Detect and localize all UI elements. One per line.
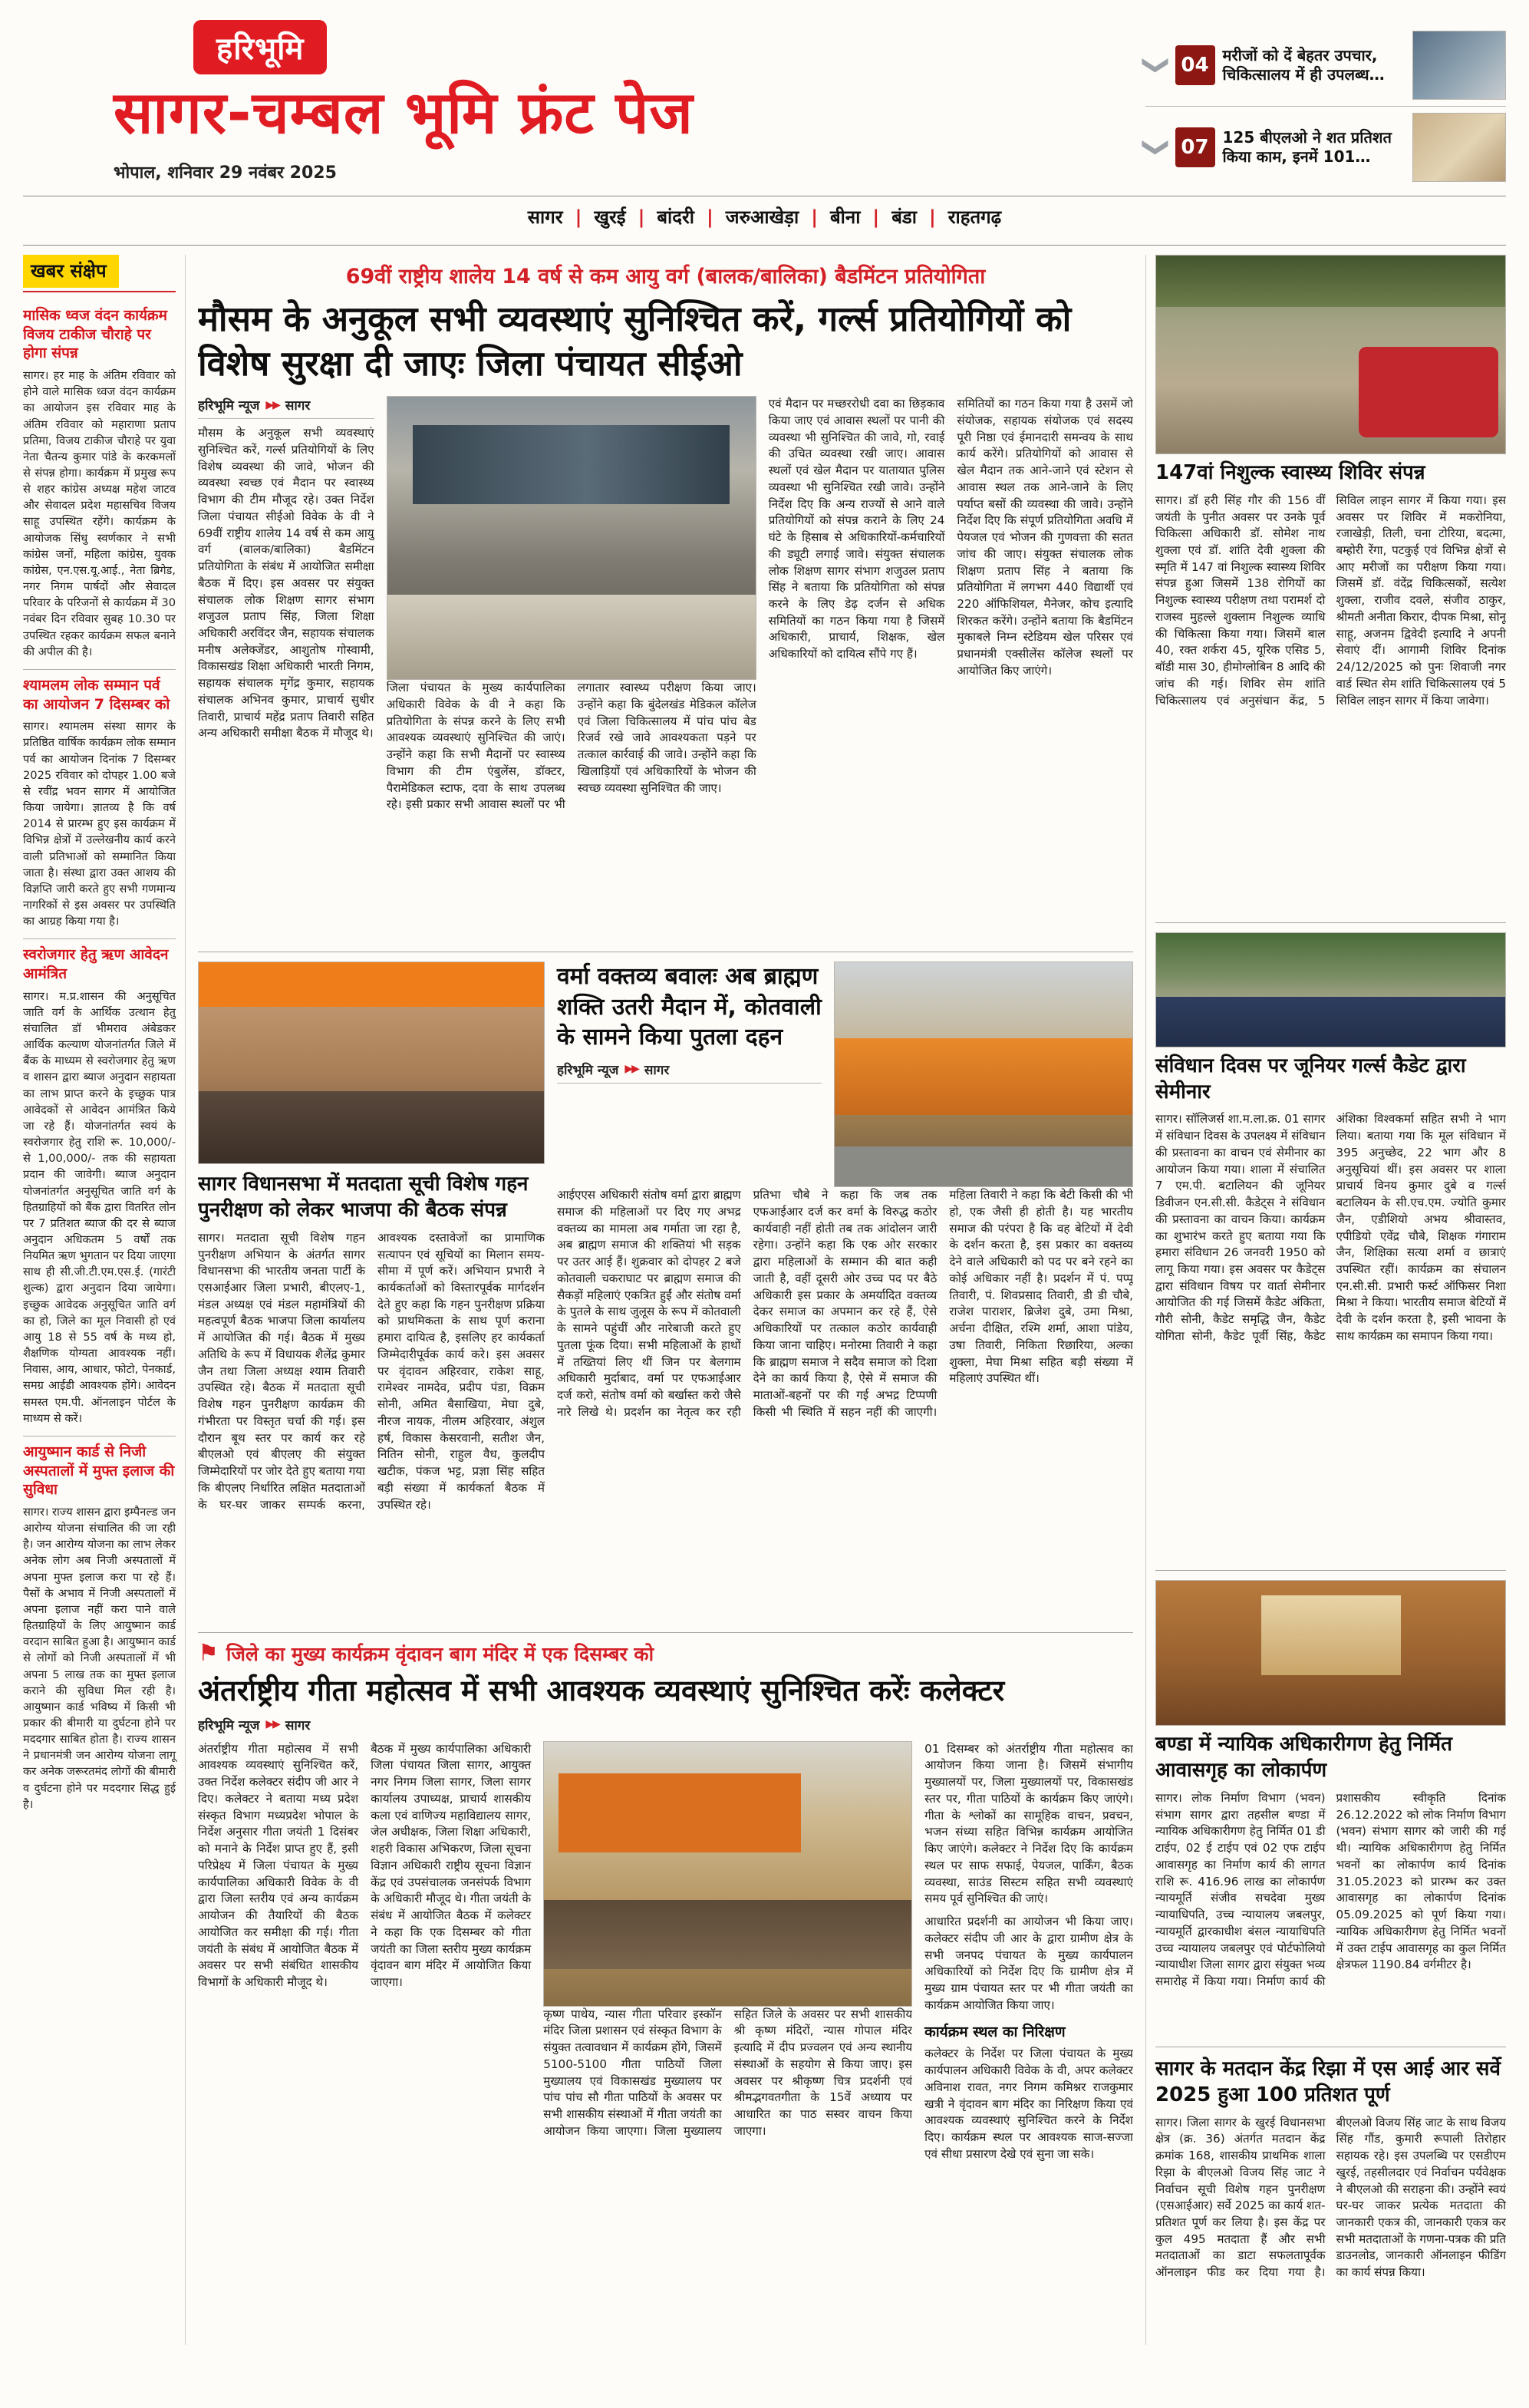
- byline-location: सागर: [285, 398, 311, 414]
- byline-brand: हरिभूमि न्यूज: [198, 1717, 260, 1733]
- sir-survey-story: [1155, 2057, 1506, 2345]
- masthead-rule-bottom: [23, 245, 1506, 246]
- lead-column-4: [769, 396, 945, 942]
- briefs-section-title: खबर संक्षेप: [23, 255, 119, 288]
- rail-headline: बण्डा में न्यायिक अधिकारीगण हेतु निर्मित आवासगृह का लोकार्पण: [1155, 1733, 1452, 1783]
- rail-body: सागर। सॉलिजर्स शा.म.ला.क्र. 01 सागर में संविधान दिवस के उपलक्ष्य में संविधान की प्रस्तावना का वाचन एवं सेमीनार का आयोजन किया गया। शाला में संचालित 7 एम.पी. बटालियन की जूनियर डिवीजन एन.सी.सी. कैडेट्स ने संविधान की प्रस्तावना का वाचन किया। कार्यक्रम का शुभारंभ करते हुए बताया गया कि हमारा संविधान 26 जनवरी 1950 को लागू किया गया। इस अवसर पर कैडेट्स द्वारा संविधान विषय पर वार्ता सेमीनार आयोजित की गई जिसमें कैडेट अंकिता, गौरी सोनी, कैडेट समृद्धि जैन, कैडेट योगिता सोनी, कैडेट पूर्वी सिंह, कैडेट अंशिका विश्वकर्मा सहित सभी ने भाग लिया। बताया गया कि मूल संविधान में 395 अनुच्छेद, 22 भाग और 8 अनुसूचियां थीं। इस अवसर पर शाला प्राचार्य विनय कुमार दुबे व गर्ल्स बटालियन के सी.एच.एम. ज्योति कुमार जैन, एडीशियो अभय श्रीवास्तव, एपीडियो एवेंद्र चौबे, शिक्षक गंगाराम जैन, शिक्षिका सत्या शर्मा व छात्राएं उपस्थित रहीं। कार्यक्रम का संचालन एन.सी.सी. प्रभारी फर्स्ट ऑफिसर निशा मिश्रा ने किया। भारतीय समाज बेटियों में देवी के दर्शन करता है, इसी भावना के साथ कार्यक्रम का समापन किया गया।: [1155, 1112, 1506, 1343]
- geeta-body-text: 01 दिसम्बर को अंतर्राष्ट्रीय गीता महोत्सव का आयोजन किया जाना है। जिसमें संभागीय मुख्यालयों पर, जिला मुख्यालयों पर, विकासखंड स्तर पर, गीता पाठियों के कार्यक्रम किए जाएंगे। गीता के श्लोकों का सामूहिक वाचन, प्रवचन, भजन संध्या सहित विभिन्न कार्यक्रम आयोजित किए जाएंगे। कलेक्टर ने निर्देश दिए कि कार्यक्रम स्थल पर साफ सफाई, पेयजल, पार्किंग, बैठक व्यवस्था, साउंड सिस्टम सहित सभी व्यवस्थाएं समय पूर्व सुनिश्चित की जाएं।: [924, 1741, 1133, 1906]
- lead-body-text: मौसम के अनुकूल सभी व्यवस्थाएं सुनिश्चित करें, गर्ल्स प्रतियोगियों के लिए विशेष व्यवस्था की जावे, भोजन की व्यवस्था स्वच्छ एवं मैदान पर स्वास्थ्य विभाग की टीम मौजूद रहे। उक्त निर्देश जिला पंचायत सीईओ विवेक के वी ने 69वीं राष्ट्रीय शालेय 14 वर्ष से कम आयु वर्ग (बालक/बालिका) बैडमिंटन प्रतियोगिता के संबंध में आयोजित समीक्षा बैठक में दिए। इस अवसर पर संयुक्त संचालक लोक शिक्षण सागर संभाग शजुउल प्रताप सिंह, जिला शिक्षा अधिकारी अरविंदर जैन, सहायक संचालक मनीष अलेक्जेंडर, आशुतोष गोस्वामी, विकासखंड शिक्षा अधिकारी भारती निगम, सहायक संचालक मृगेंद्र कुमार, सहायक संचालक अभिनव कुमार, प्राचार्य सुधीर तिवारी, प्राचार्य महेंद्र प्रताप तिवारी सहित अन्य अधिकारी समीक्षा बैठक में मौजूद थे।: [198, 426, 374, 741]
- masthead-top: [23, 20, 1506, 188]
- lead-headline: मौसम के अनुकूल सभी व्यवस्थाएं सुनिश्चित करें, गर्ल्स प्रतियोगियों को विशेष सुरक्षा दी जाएः जिला पंचायत सीईओ: [198, 299, 1072, 384]
- lead-kicker: 69वीं राष्ट्रीय शालेय 14 वर्ष से कम आयु वर्ग (बालक/बालिका) बैडमिंटन प्रतियोगिता: [345, 265, 986, 289]
- brief-headline: स्वरोजगार हेतु ऋण आवेदन आमंत्रित: [23, 946, 169, 982]
- byline: [198, 1716, 1133, 1738]
- main-column: [198, 255, 1133, 2345]
- rail-headline: सागर के मतदान केंद्र रिझा में एस आई आर सर्वे 2025 हुआ 100 प्रतिशत पूर्ण: [1155, 2057, 1501, 2106]
- middle-band: [198, 952, 1133, 1623]
- teaser-page-number: 07: [1175, 127, 1215, 167]
- lead-column-middle: [387, 396, 756, 942]
- teaser-item[interactable]: [1141, 106, 1506, 188]
- rail-headline: संविधान दिवस पर जूनियर गर्ल्स कैडेट द्वारा सेमीनार: [1155, 1054, 1466, 1103]
- verma-header: [557, 962, 1133, 1187]
- health-camp-photo: [1155, 255, 1506, 454]
- geeta-story: [198, 1632, 1133, 2291]
- teaser-headline: 125 बीएलओ ने शत प्रतिशत किया काम, इनमें 101…: [1222, 128, 1392, 166]
- right-rail: [1145, 255, 1506, 2345]
- lead-body-text: जिला पंचायत के मुख्य कार्यपालिका अधिकारी विवेक के वी ने कहा कि प्रतियोगिता के संपन्न करने के लिए सभी आवश्यक व्यवस्थाएं सुनिश्चित की जाएं। उन्होंने कहा कि सभी मैदानों पर स्वास्थ्य विभाग की टीम एंबुलेंस, डॉक्टर, पैरामेडिकल स्टाफ, दवा के साथ उपलब्ध रहे। इसी प्रकार सभी आवास स्थलों पर भी लगातार स्वास्थ्य परीक्षण किया जाए। उन्होंने कहा कि बुंदेलखंड मेडिकल कॉलेज एवं जिला चिकित्सालय में पांच पांच बेड रिजर्व रखे जावे आवश्यकता पड़ने पर तत्काल कार्रवाई की जावे। उन्होंने कहा कि खिलाड़ियों एवं अधिकारियों के भोजन की स्वच्छ व्यवस्था सुनिश्चित की जाए।: [386, 681, 756, 812]
- teaser-photo: [1412, 113, 1506, 182]
- verma-headline: वर्मा वक्तव्य बवालः अब ब्राह्मण शक्ति उतरी मैदान में, कोतवाली के सामने किया पुतला दहन: [557, 963, 822, 1051]
- nav-item-bandri[interactable]: | बांदरी: [626, 204, 694, 229]
- geeta-body: [198, 1741, 1133, 2291]
- byline: [198, 396, 374, 419]
- story-separator: [1155, 922, 1506, 923]
- health-camp-story: [1155, 255, 1506, 913]
- masthead: [23, 20, 1506, 246]
- briefs-rail: [23, 255, 186, 2345]
- bjp-headline: सागर विधानसभा में मतदाता सूची विशेष गहन पुनरीक्षण को लेकर भाजपा की बैठक संपन्न: [198, 1173, 529, 1222]
- geeta-column-5: [924, 1741, 1133, 2291]
- brief-item: [23, 300, 176, 669]
- geeta-subhead: कार्यक्रम स्थल का निरिक्षण: [924, 2024, 1066, 2041]
- rail-body: सागर। जिला सागर के खुरई विधानसभा क्षेत्र (क्र. 36) अंतर्गत मतदान केंद्र क्रमांक 168, शासकीय प्राथमिक शाला रिझा के बीएलओ विजय सिंह जाट ने निर्वाचन सूची विशेष गहन पुनरीक्षण (एसआईआर) सर्वे 2025 का कार्य शत-प्रतिशत पूर्ण कर लिया है। इस केंद्र पर कुल 495 मतदाता हैं और सभी मतदाताओं का डाटा सफलतापूर्वक ऑनलाइन फीड कर दिया गया है। बीएलओ विजय सिंह जाट के साथ विजय सिंह गौंड, कुमारी रूपाली तिरोहार सहायक रहे। इस उपलब्धि पर एसडीएम खुरई, तहसीलदार एवं निर्वाचन पर्यवेक्षक ने बीएलओ की सराहना की। उन्होंने स्वयं घर-घर जाकर प्रत्येक मतदाता की जानकारी एकत्र की, जानकारी एकत्र कर सभी मतदाताओं के गणना-पत्रक की प्रति डाउनलोड, जानकारी ऑनलाइन फीडिंग का कार्य संपन्न किया।: [1155, 2115, 1506, 2280]
- bjp-meeting-photo: [198, 962, 545, 1164]
- geeta-body-text: बैठक में मुख्य कार्यपालिका अधिकारी जिला पंचायत जिला सागर, आयुक्त नगर निगम जिला सागर, जिला सागर कार्यालय उपाध्यक्ष, प्राचार्य शासकीय कला एवं वाणिज्य महाविद्यालय सागर, जेल अधीक्षक, जिला शिक्षा अधिकारी, शहरी विकास अभिकरण, जिला सूचना विज्ञान अधिकारी राष्ट्रीय सूचना विज्ञान केंद्र एवं उपसंचालक जनसंपर्क विभाग के अधिकारी मौजूद थे। गीता जयंती के संबंध में आयोजित बैठक में कलेक्टर ने कहा कि एक दिसम्बर को गीता जयंती का जिला स्तरीय मुख्य कार्यक्रम वृंदावन बाग मंदिर में आयोजित किया जाएगा।: [371, 1741, 532, 1989]
- lead-body: [198, 396, 1133, 942]
- brief-headline: मासिक ध्वज वंदन कार्यक्रम विजय टाकीज चौराहे पर होगा संपन्न: [23, 307, 167, 362]
- geeta-inspection-photo: [543, 1741, 912, 2007]
- nav-item-sagar[interactable]: सागर: [527, 206, 563, 228]
- geeta-column-2: [371, 1741, 531, 2291]
- banda-inauguration-story: [1155, 1580, 1506, 2037]
- cadets-photo: [1155, 932, 1506, 1047]
- rail-headline: 147वां निशुल्क स्वास्थ्य शिविर संपन्न: [1155, 461, 1425, 484]
- brief-item: [23, 1436, 176, 1822]
- brief-item: [23, 669, 176, 938]
- brief-body: सागर। हर माह के अंतिम रविवार को होने वाले मासिक ध्वज वंदन कार्यक्रम का आयोजन इस रविवार माह के अंतिम रविवार को महाराणा प्रताप प्रतिमा, विजय टाकीज चौराहे पर युवा नेता चैतन्य कुमार पांडे के करकमलों से संपन्न होगा। कार्यक्रम में प्रमुख रूप से शहर कांग्रेस अध्यक्ष महेश जाटव और सेवादल प्रदेश महासचिव विजय साहू उपस्थित रहेंगे। कार्यक्रम के आयोजक सिंधु स्वर्णकार ने सभी कांग्रेस जनों, महिला कांग्रेस, युवक कांग्रेस, एन.एस.यू.आई., नेता ब्रिगेड, नगर निगम पार्षदों और सेवादल परिवार के परिजनों से कार्यक्रम में 30 नवंबर दिन रविवार सुबह 10.30 पर उपस्थित रहकर कार्यक्रम सफल बनाने की अपील की है।: [23, 369, 176, 658]
- nav-item-khurai[interactable]: | खुरई: [563, 204, 626, 229]
- byline-arrow-icon: ▶▶: [265, 1718, 279, 1731]
- dateline: भोपाल, शनिवार 29 नवंबर 2025: [114, 163, 337, 183]
- bjp-meeting-story: [198, 962, 545, 1623]
- geeta-kicker: [198, 1641, 1133, 1667]
- nav-item-jaruakheda[interactable]: | जरुआखेड़ा: [694, 204, 799, 229]
- story-separator: [1155, 1570, 1506, 1571]
- byline-brand: हरिभूमि न्यूज: [557, 1062, 619, 1078]
- page-teasers: [1141, 20, 1506, 188]
- byline-location: सागर: [644, 1062, 670, 1078]
- verma-protest-story: [557, 962, 1133, 1623]
- byline: [557, 1061, 822, 1084]
- inauguration-photo: [1155, 1580, 1506, 1726]
- geeta-body-text: कृष्ण पाथेय, न्यास गीता परिवार इस्कॉन मंदिर जिला प्रशासन एवं संस्कृत विभाग के संयुक्त तत्वावधान में कार्यक्रम होंगे, जिसमें 5100-5100 गीता पाठियों जिला मुख्यालय एवं विकासखंड मुख्यालय पर पांच पांच सौ गीता पाठियों के अवसर पर सभी शासकीय संस्थाओं में गीता जयंती का आयोजन किया जाएगा। जिला मुख्यालय सहित जिले के अवसर पर सभी शासकीय श्री कृष्ण मंदिरों, न्यास गोपाल मंदिर इत्यादि में दीप प्रज्वलन एवं अन्य स्थानीय संस्थाओं के सहयोग से किया जाए। इस अवसर पर श्रीकृष्ण चित्र प्रदर्शनी एवं श्रीमद्भगवतगीता के 15वें अध्याय पर आधारित का पाठ सस्वर वाचन किया जाएगा।: [543, 2007, 913, 2138]
- protest-photo: [834, 962, 1133, 1187]
- brief-headline: श्यामलम लोक सम्मान पर्व का आयोजन 7 दिसम्बर को: [23, 676, 170, 713]
- bjp-body: सागर। मतदाता सूची विशेष गहन पुनरीक्षण अभियान के अंतर्गत सागर विधानसभा की भारतीय जनता पार्टी के एसआईआर जिला प्रभारी, बीएलए-1, मंडल अध्यक्ष एवं मंडल महामंत्रियों की महत्वपूर्ण बैठक भाजपा जिला कार्यालय में आयोजित की गई। बैठक में मुख्य अतिथि के रूप में विधायक शैलेंद्र कुमार जैन तथा जिला अध्यक्ष श्याम तिवारी उपस्थित रहे। बैठक में मतदाता सूची विशेष गहन पुनरीक्षण कार्यक्रम की गंभीरता पर विस्तृत चर्चा की गई। इस दौरान बूथ स्तर पर कार्य कर रहे बीएलओ एवं बीएलए की संयुक्त जिम्मेदारियों पर जोर देते हुए बताया गया कि बीएलए निर्धारित लक्षित मतदाताओं के घर-घर जाकर सम्पर्क करना, आवश्यक दस्तावेजों का प्रामाणिक सत्यापन एवं सूचियों का मिलान समय-सीमा में पूर्ण करें। अभियान प्रभारी ने कार्यकर्ताओं को विस्तारपूर्वक मार्गदर्शन देते हुए कहा कि गहन पुनरीक्षण प्रक्रिया को प्राथमिकता के साथ पूर्ण कराना हमारा दायित्व है, इसलिए हर कार्यकर्ता जिम्मेदारीपूर्वक कार्य करे। इस अवसर पर वृंदावन अहिरवार, राकेश साहू, रामेश्वर नामदेव, प्रदीप पंडा, विक्रम सोनी, अमित बैसाखिया, मेघा दुबे, नीरज नायक, नीलम अहिरवार, अंशुल हर्ष, विकास केसरवानी, सतीश जैन, नितिन सोनी, राहुल वैध, कुलदीप खटीक, पंकज भट्ट, प्रज्ञा सिंह सहित बड़ी संख्या में कार्यकर्ता बैठक में उपस्थित रहे।: [198, 1230, 545, 1512]
- byline-brand: हरिभूमि न्यूज: [198, 398, 260, 414]
- chevron-divider-icon: ❯: [1141, 136, 1172, 159]
- lead-column-5: [957, 396, 1133, 942]
- verma-body: आईएएस अधिकारी संतोष वर्मा द्वारा ब्राह्मण समाज की महिलाओं पर दिए गए अभद्र वक्तव्य का मामला अब गर्माता जा रहा है, अब ब्राह्मण समाज की शक्तियां भी सड़क पर उतर आई हैं। शुक्रवार को दोपहर 2 बजे कोतवाली चकराघाट पर ब्राह्मण समाज की सैकड़ों महिलाएं एकत्रित हुईं और संतोष वर्मा के पुतले के साथ जुलूस के रूप में कोतवाली के सामने पहुंचीं और नारेबाजी करते हुए पुतला फूंक दिया। सभी महिलाओं के हाथों में तख्तियां लिए थीं जिन पर बेलगाम अधिकारी मुर्दाबाद, वर्मा पर एफआईआर दर्ज करो, संतोष वर्मा को बर्खास्त करो जैसे नारे लिखे थे। प्रदर्शन का नेतृत्व कर रही प्रतिभा चौबे ने कहा कि जब तक एफआईआर दर्ज कर वर्मा के विरुद्ध कठोर कार्यवाही नहीं होती तब तक आंदोलन जारी रहेगा। उन्होंने कहा कि एक ओर सरकार द्वारा महिलाओं के सम्मान की बात कही जाती है, वहीं दूसरी ओर उच्च पद पर बैठे अधिकारी इस प्रकार के अमर्यादित वक्तव्य देकर समाज का अपमान कर रहे हैं, ऐसे अधिकारियों पर तत्काल कठोर कार्यवाही किया जाना चाहिए। मनोरमा तिवारी ने कहा कि ब्राह्मण समाज ने सदैव समाज को दिशा देने का कार्य किया है, ऐसे में समाज की माताओं-बहनों पर की गई अभद्र टिप्पणी किसी भी स्थिति में सहन नहीं की जाएगी। महिला तिवारी ने कहा कि बेटी किसी की भी हो, एक जैसी ही होती है। यह भारतीय समाज की परंपरा है कि वह बेटियों में देवी के दर्शन करता है, इस प्रकार का वक्तव्य देने वाले अधिकारी को पद पर बने रहने का कोई अधिकार नहीं है। प्रदर्शन में पं. पप्पू तिवारी, पं. शिवप्रसाद तिवारी, डी डी चौबे, राजेश पाराशर, ब्रिजेश दुबे, उमा मिश्रा, अर्चना दीक्षित, रश्मि शर्मा, आशा पांडेय, उषा तिवारी, निकिता रिछारिया, अल्का शुक्ला, मेघा मिश्रा सहित बड़ी संख्या में महिलाएं उपस्थित थीं।: [557, 1188, 1133, 1419]
- constitution-day-story: [1155, 932, 1506, 1562]
- teaser-item[interactable]: [1141, 25, 1506, 106]
- geeta-column-1: [198, 1741, 358, 2291]
- briefs-title-underline: [23, 291, 176, 292]
- brief-headline: आयुष्मान कार्ड से निजी अस्पतालों में मुफ्त इलाज की सुविधा: [23, 1443, 175, 1499]
- section-nav: [23, 196, 1506, 237]
- geeta-column-middle: [543, 1741, 912, 2291]
- lead-story-photo: [387, 396, 756, 680]
- logo-text: हरिभूमि: [216, 31, 305, 67]
- rail-body: सागर। डॉ हरी सिंह गौर की 156 वीं जयंती के पुनीत अवसर पर उनके पूर्व चिकित्सा अधिकारी डॉ. सोमेश नाथ शुक्ला एवं डॉ. शांति देवी शुक्ला की स्मृति में 147 वां निशुल्क स्वास्थ्य शिविर संपन्न हुआ जिसमें 138 रोगियों का निशुल्क स्वास्थ्य परीक्षण तथा परामर्श दो राजस्व मुहल्ले शुक्लाम निशुल्क व्याधि की चिकित्सा किया गया। जिसमें बाल 40, रक्त शर्करा 45, यूरिक एसिड 5, बॉडी मास 30, हीमोग्लोबिन 8 आदि की जांच की गई। शिविर सेम शांति चिकित्सालय एवं अनुसंधान केंद्र, 5 सिविल लाइन सागर में किया गया। इस अवसर पर शिविर में मकरोनिया, रजाखेड़ी, तिली, चना टोरिया, बदत्मा, बम्होरी रेंगा, पटकुई एवं विभिन्न क्षेत्रों से आए मरीजों का परीक्षण किया गया। जिसमें डॉ. वंदेंद्र चिकित्सकों, सत्येश शुक्ला, राजीव दवले, संजीव ठाकुर, श्रीमती अनीता किरार, दीपक मिश्रा, सोनू साहू, अजनम द्विवेदी इत्यादि ने अपनी सेवाएं दीं। आगामी शिविर दिनांक 24/12/2025 को पुनः शिवाजी नगर वार्ड स्थित सेम शांति चिकित्सालय एवं 5 सिविल लाइन सागर में किया जावेगा।: [1155, 493, 1506, 708]
- geeta-headline: अंतर्राष्ट्रीय गीता महोत्सव में सभी आवश्यक व्यवस्थाएं सुनिश्चित करेंः कलेक्टर: [198, 1674, 1005, 1708]
- lead-body-text: एवं मैदान पर मच्छररोधी दवा का छिड़काव किया जाए एवं आवास स्थलों पर पानी की व्यवस्था भी सुनिश्चित की जावे, गो, रवाई की उचित व्यवस्था रखी जाए। आवास स्थलों एवं खेल मैदान पर यातायात पुलिस व्यवस्था भी सुनिश्चित रखी जावे। उन्होंने निर्देश दिए कि अन्य राज्यों से आने वाले प्रतियोगियों को संपन्न कराने के लिए 24 घंटे के हिसाब से अधिकारियों-कर्मचारियों की ड्यूटी लगाई जावे। संयुक्त संचालक लोक शिक्षण सागर संभाग शजुउल प्रताप सिंह ने बताया कि प्रतियोगिता को संपन्न करने के लिए डेढ़ दर्जन से अधिक समितियों का गठन किया गया है जिसमें अधिकारी, प्राचार्य, शिक्षक, खेल अधिकारियों को दायित्व सौंपे गए हैं।: [768, 397, 945, 661]
- brief-body: सागर। श्यामलम संस्था सागर के प्रतिष्ठित वार्षिक कार्यक्रम लोक सम्मान पर्व का आयोजन दिनांक 7 दिसम्बर 2025 रविवार को दोपहर 1.00 बजे से रवींद्र भवन सागर में आयोजित किया जायेगा। ज्ञातव्य है कि वर्ष 2014 से प्रारम्भ हुए इस कार्यक्रम में विभिन्न क्षेत्रों में उल्लेखनीय कार्य करने वाली प्रतिभाओं को सम्मानित किया जाता है। संस्था द्वारा उक्त आशय की विज्ञप्ति जारी करते हुए सभी गणमान्य नागरिकों से इस अवसर पर उपस्थिति का आग्रह किया गया है।: [23, 720, 176, 929]
- flag-icon: ⚑: [198, 1640, 219, 1667]
- byline-arrow-icon: ▶▶: [624, 1063, 638, 1076]
- nav-item-rahatgarh[interactable]: | राहतगढ़: [917, 204, 1001, 229]
- rail-body: सागर। लोक निर्माण विभाग (भवन) संभाग सागर द्वारा तहसील बण्डा में न्यायिक अधिकारीगण हेतु निर्मित 01 डी टाईप, 02 ई टाईप एवं 02 एफ टाईप आवासगृह का निर्माण कार्य की लागत राशि रू. 416.96 लाख का लोकार्पण न्यायमूर्ति संजीव सचदेवा मुख्य न्यायाधिपति, उच्च न्यायालय जबलपुर, न्यायमूर्ति द्वारकाधीश बंसल न्यायाधिपति उच्च न्यायालय जबलपुर एवं पोर्टफोलियो न्यायाधीश जिला सागर द्वारा संयुक्त भव्य समारोह में किया गया। निर्माण कार्य की प्रशासकीय स्वीकृति दिनांक 26.12.2022 को लोक निर्माण विभाग (भवन) संभाग सागर को जारी की गई थी। न्यायिक अधिकारीगण हेतु निर्मित भवनों का लोकार्पण कार्य दिनांक 31.05.2023 को प्रारम्भ कर उक्त आवासगृह का लोकार्पण दिनांक 05.09.2025 को पूर्ण किया गया। न्यायिक अधिकारीगण हेतु निर्मित भवनों में उक्त टाईप आवासगृह का कुल निर्मित क्षेत्रफल 1190.84 वर्गमीटर है।: [1155, 1790, 1506, 1989]
- brief-body: सागर। म.प्र.शासन की अनुसूचित जाति वर्ग के आर्थिक उत्थान हेतु संचालित डॉ भीमराव अंबेडकर आर्थिक कल्याण योजनांतर्गत जिले में बैंक के माध्यम से स्वरोजगार हेतु ऋण व शासन द्वारा ब्याज अनुदान सहायता का लाभ प्राप्त करने के इच्छुक पात्र आवेदकों से आवेदन आमंत्रित किये जा रहे हैं। योजनांतर्गत स्वयं के स्वरोजगार हेतु राशि रू. 10,000/- से 1,00,000/- तक की सहायता प्रदान की जावेगी। ब्याज अनुदान योजनांतर्गत अनुसूचित जाति वर्ग के हितग्राहियों को बैंक द्वारा वितरित लोन पर 7 प्रतिशत ब्याज की दर से ब्याज अनुदान अधिकतम 5 वर्षों तक नियमित ऋण भुगतान पर दिया जाएगा साथ ही सी.जी.टी.एम.एस.ई. (गारंटी शुल्क) द्वारा अनुदान दिया जायेगा। इच्छुक आवेदक अनुसूचित जाति वर्ग का हो, जिले का मूल निवासी हो एवं आयु 18 से 55 वर्ष के मध्य हो, शैक्षणिक योग्यता आवश्यक नहीं। निवास, आय, आधार, फोटो, पेनकार्ड, समग्र आईडी आवश्यक होंगे। आवेदन समस्त एम.पी. ऑनलाइन पोर्टल के माध्यम से करें।: [23, 989, 176, 1425]
- geeta-body-text: कलेक्टर के निर्देश पर जिला पंचायत के मुख्य कार्यपालन अधिकारी विवेक के वी, अपर कलेक्टर अविनाश रावत, नगर निगम कमिश्नर राजकुमार खत्री ने वृंदावन बाग मंदिर का निरिक्षण किया एवं आवश्यक व्यवस्थाएं सुनिश्चित करने के निर्देश दिए। कार्यक्रम स्थल पर आवश्यक साज-सज्जा एवं सीधा प्रसारण देखे एवं सुना जा सके।: [924, 2047, 1133, 2161]
- teaser-photo: [1412, 31, 1506, 100]
- geeta-body-text: आधारित प्रदर्शनी का आयोजन भी किया जाए। कलेक्टर संदीप जी आर के द्वारा ग्रामीण क्षेत्र के सभी जनपद पंचायत के मुख्य कार्यपालन अधिकारियों को निर्देश दिए कि ग्रामीण क्षेत्र में मुख्य ग्राम पंचायत स्तर पर भी गीता जयंती का कार्यक्रम आयोजित किया जाए।: [924, 1915, 1133, 2012]
- lead-body-text: समितियों का गठन किया गया है उसमें जो संयोजक, सहायक संयोजक एवं सदस्य पूरी निष्ठा एवं ईमानदारी समन्वय के साथ कार्य करेंगे। प्रतियोगियों को आवास से खेल मैदान तक आने-जाने एवं स्टेशन से आवास स्थल तक आने-जाने के लिए पर्याप्त बसों की व्यवस्था की जावे। उन्होंने निर्देश दिए कि संपूर्ण प्रतियोगिता अवधि में पेयजल एवं भोजन की गुणवत्ता की सतत जांच की जाए। संयुक्त संचालक लोक शिक्षण प्रताप सिंह ने बताया कि प्रतियोगिता में लगभग 440 विद्यार्थी एवं 220 ऑफिशियल, मैनेजर, कोच इत्यादि शिरकत करेंगे। उन्होंने बताया कि बैडमिंटन मुकाबले निम्न स्टेडियम खेल परिसर एवं प्रधानमंत्री एक्सीलेंस कॉलेज स्थलों पर आयोजित किए जाएंगे।: [957, 397, 1133, 678]
- edition-title: सागर-चम्बल भूमि फ्रंट पेज: [114, 78, 694, 147]
- lead-story: [198, 261, 1133, 942]
- byline-location: सागर: [285, 1717, 311, 1733]
- verma-headline-box: [557, 962, 822, 1187]
- geeta-kicker-text: जिले का मुख्य कार्यक्रम वृंदावन बाग मंदिर में एक दिसम्बर को: [226, 1643, 654, 1666]
- page-content: [23, 255, 1506, 2345]
- nav-item-banda[interactable]: | बंडा: [860, 204, 917, 229]
- teaser-headline: मरीजों को दें बेहतर उपचार, चिकित्सालय में ही उपलब्ध…: [1222, 46, 1385, 84]
- brief-item: [23, 938, 176, 1436]
- haribhoomi-logo: [193, 20, 327, 74]
- chevron-divider-icon: ❯: [1141, 54, 1172, 77]
- lead-column-1: [198, 396, 374, 942]
- teaser-page-number: 04: [1175, 45, 1215, 85]
- nav-item-bina[interactable]: | बीना: [799, 204, 860, 229]
- geeta-body-text: अंतर्राष्ट्रीय गीता महोत्सव में सभी आवश्यक व्यवस्थाएं सुनिश्चित करें, उक्त निर्देश कलेक्टर संदीप जी आर ने दिए। कलेक्टर ने बताया मध्य प्रदेश संस्कृत विभाग मध्यप्रदेश भोपाल के निर्देश अनुसार गीता जयंती 1 दिसंबर को मनाने के निर्देश प्राप्त हुए हैं, इसी परिप्रेक्ष्य में जिला पंचायत के मुख्य कार्यपालिका अधिकारी विवेक के वी द्वारा जिला स्तरीय एवं अन्य कार्यक्रम आयोजन की तैयारियों की बैठक आयोजित कर समीक्षा की गई। गीता जयंती के संबंध में आयोजित बैठक में अवसर पर सभी संबंधित शासकीय विभागों के अधिकारी मौजूद थे।: [198, 1741, 359, 1989]
- masthead-left: [23, 20, 1145, 183]
- brief-body: सागर। राज्य शासन द्वारा इम्पैनल्ड जन आरोग्य योजना संचालित की जा रही है। जन आरोग्य योजना का लाभ लेकर अनेक लोग अब निजी अस्पतालों में अपना मुफ्त इलाज करा पा रहे हैं। पैसों के अभाव में निजी अस्पतालों में अपना इलाज नहीं करा पाने वाले हितग्राहियों के लिए आयुष्मान कार्ड वरदान साबित हुआ है। आयुष्मान कार्ड से लोगों को निजी अस्पतालों में भी अपना 5 लाख तक का मुफ्त इलाज कराने की सुविधा मिल रही है। आयुष्मान कार्ड भविष्य में किसी भी प्रकार की बीमारी या दुर्घटना होने पर मददगार साबित होता है। राज्य शासन ने प्रधानमंत्री जन आरोग्य योजना लागू कर अनेक जरूरतमंद लोगों की बीमारी व दुर्घटना होने पर मददगार सिद्ध हुई है।: [23, 1505, 176, 1811]
- byline-arrow-icon: ▶▶: [265, 398, 279, 411]
